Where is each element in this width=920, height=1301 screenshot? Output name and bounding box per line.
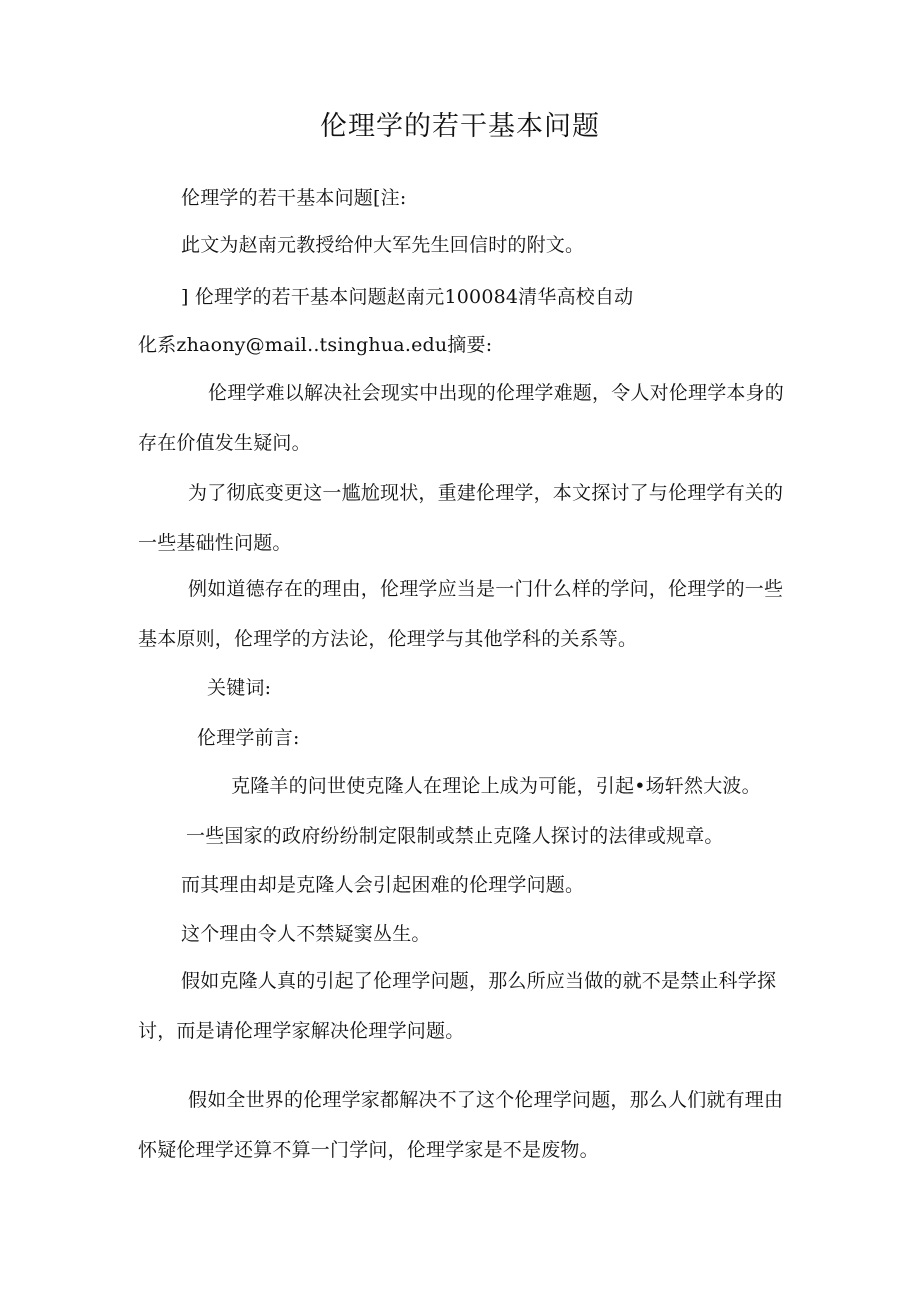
paragraph-body-2: 一些国家的政府纷纷制定限制或禁止克隆人探讨的法律或规章。	[186, 825, 724, 847]
paragraph-author-line: ] 伦理学的若干基本问题赵南元100084清华高校自动	[181, 286, 634, 308]
paragraph-abstract-1: 伦理学难以解决社会现实中出现的伦理学难题，令人对伦理学本身的存在价值发生疑问。	[138, 382, 785, 454]
paragraph-affiliation: 化系zhaony@mail..tsinghua.edu摘要:	[138, 334, 493, 356]
paragraph-keywords-label: 关键词:	[207, 677, 272, 699]
paragraph-body-4: 这个理由令人不禁疑窦丛生。	[181, 923, 431, 945]
paragraph-abstract-2: 为了彻底变更这一尴尬现状，重建伦理学，本文探讨了与伦理学有关的一些基础性问题。	[138, 482, 784, 554]
paragraph-intro-title: 伦理学的若干基本问题[注:	[181, 187, 407, 209]
paragraph-note: 此文为赵南元教授给仲大军先生回信时的附文。	[181, 234, 585, 256]
paragraph-abstract-3: 例如道德存在的理由，伦理学应当是一门什么样的学问，伦理学的一些基本原则，伦理学的方法论，伦理学与其他学科的关系等。	[138, 578, 784, 650]
paragraph-body-3: 而其理由却是克隆人会引起困难的伦理学问题。	[181, 874, 585, 896]
document-title: 伦理学的若干基本问题	[320, 111, 600, 142]
paragraph-body-6: 假如全世界的伦理学家都解决不了这个伦理学问题，那么人们就有理由怀疑伦理学还算不算一门学问，伦理学家是不是废物。	[138, 1089, 784, 1161]
paragraph-keywords-preface: 伦理学前言:	[197, 727, 300, 749]
paragraph-body-5: 假如克隆人真的引起了伦理学问题，那么所应当做的就不是禁止科学探讨，而是请伦理学家解决伦理学问题。	[138, 970, 777, 1042]
paragraph-body-1: 克隆羊的问世使克隆人在理论上成为可能，引起•场轩然大波。	[231, 775, 761, 797]
